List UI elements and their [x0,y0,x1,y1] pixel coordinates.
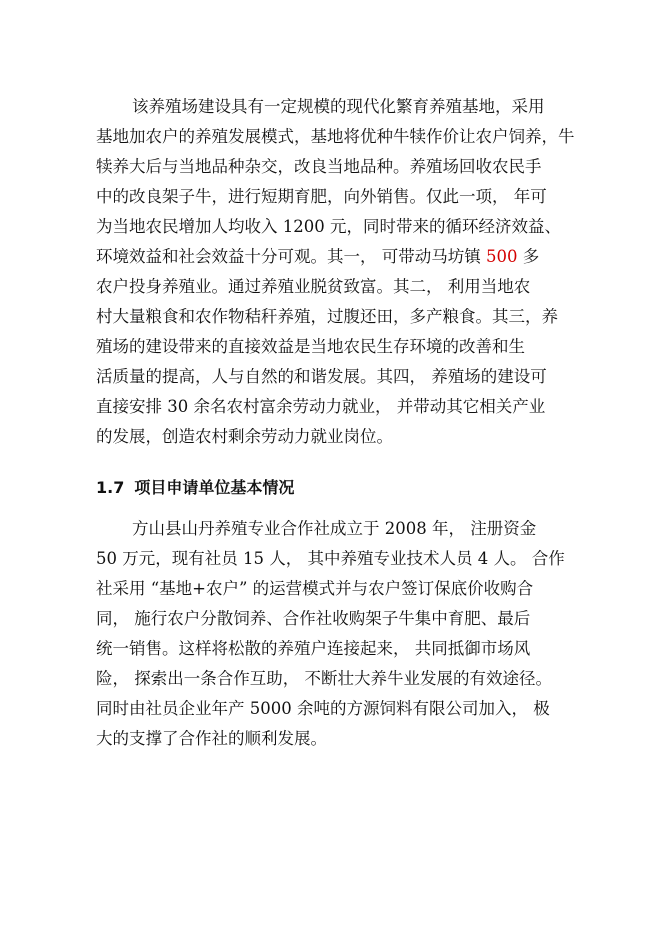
text-line: 活质量的提高，人与自然的和谐发展。其四， 养殖场的建设可 [96,367,547,386]
text-line: 犊养大后与当地品种杂交，改良当地品种。养殖场回收农民手 [96,157,542,176]
section-heading [96,477,294,499]
text-line: 同， 施行农户分散饲养、合作社收购架子牛集中育肥、最后 [96,609,531,628]
text-segment: 环境效益和社会效益十分可观。其一， 可带动马坊镇 [96,247,486,266]
section-number: 1.7 [96,478,125,497]
text-segment: 多 [517,247,540,266]
text-line: 50 万元，现有社员 15 人， 其中养殖专业技术人员 4 人。 合作 [96,549,565,568]
text-line: 村大量粮食和农作物秸秆养殖，过腹还田，多产粮食。其三，养 [96,307,558,326]
text-line: 同时由社员企业年产 5000 余吨的方源饲料有限公司加入， 极 [96,699,550,718]
text-line: 殖场的建设带来的直接效益是当地农民生存环境的改善和生 [96,337,525,356]
text-line: 方山县山丹养殖专业合作社成立于 2008 年， 注册资金 [132,519,537,538]
section-title: 项目申请单位基本情况 [134,478,295,497]
text-line: 直接安排 30 余名农村富余劳动力就业， 并带动其它相关产业 [96,397,546,416]
text-line: 该养殖场建设具有一定规模的现代化繁育养殖基地，采用 [132,97,545,116]
text-line: 中的改良架子牛，进行短期育肥，向外销售。仅此一项， 年可 [96,187,547,206]
text-line: 险， 探索出一条合作互助， 不断壮大养牛业发展的有效途径。 [96,669,552,688]
highlight-number: 500 [486,247,518,266]
text-line [96,246,539,268]
text-line: 统一销售。这样将松散的养殖户连接起来， 共同抵御市场风 [96,639,531,658]
text-line: 基地加农户的养殖发展模式，基地将优种牛犊作价让农户饲养，牛 [96,127,575,146]
text-line: 农户投身养殖业。通过养殖业脱贫致富。其二， 利用当地农 [96,277,531,296]
text-line: 为当地农民增加人均收入 1200 元，同时带来的循环经济效益、 [96,217,561,236]
text-line: 社采用 “基地+农户” 的运营模式并与农户签订保底价收购合 [96,579,534,598]
text-line: 大的支撑了合作社的顺利发展。 [96,729,327,748]
text-line: 的发展，创造农村剩余劳动力就业岗位。 [96,427,393,446]
